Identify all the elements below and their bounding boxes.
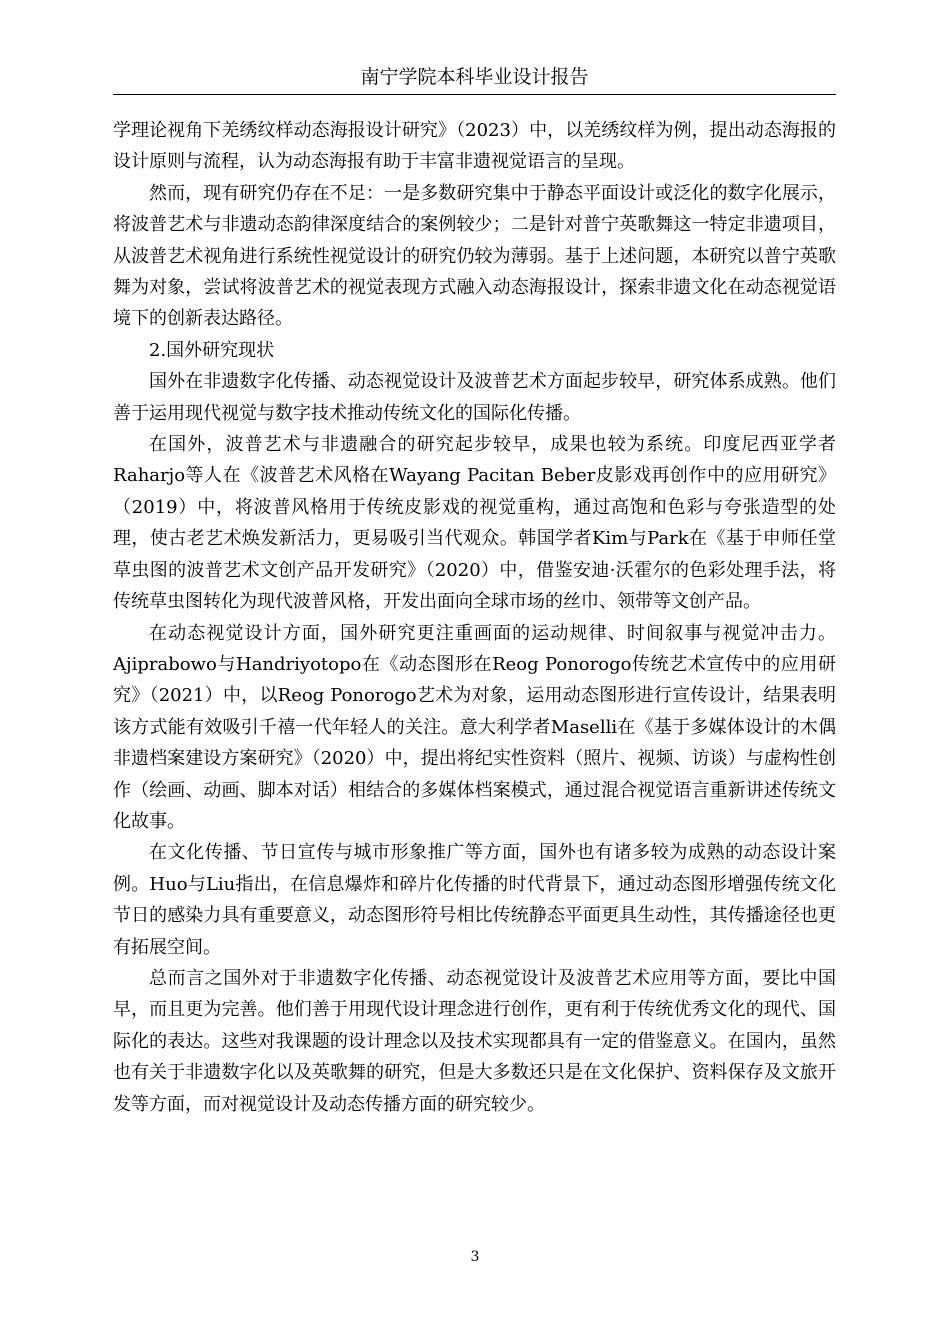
paragraph-continuation: 学理论视角下羌绣纹样动态海报设计研究》（2023）中，以羌绣纹样为例，提出动态海报的设计原则与流程，认为动态海报有助于丰富非遗视觉语言的呈现。	[113, 120, 836, 173]
paragraph: 在文化传播、节日宣传与城市形象推广等方面，国外也有诸多较为成熟的动态设计案例。Huo与Liu指出，在信息爆炸和碎片化传播的时代背景下，通过动态图形增强传统文化节日的感染力具有重要意义，动态图形符号相比传统静态平面更具生动性，其传播途径也更有拓展空间。	[113, 842, 836, 958]
paragraph: 总而言之国外对于非遗数字化传播、动态视觉设计及波普艺术应用等方面，要比中国早，而且更为完善。他们善于用现代设计理念进行创作，更有利于传统优秀文化的现代、国际化的表达。这些对我课题的设计理念以及技术实现都具有一定的借鉴意义。在国内，虽然也有关于非遗数字化以及英歌舞的研究，但是大多数还只是在文化保护、资料保存及文旅开发等方面，而对视觉设计及动态传播方面的研究较少。	[113, 967, 836, 1115]
paragraph: 在国外，波普艺术与非遗融合的研究起步较早，成果也较为系统。印度尼西亚学者Raharjo等人在《波普艺术风格在Wayang Pacitan Beber皮影戏再创作中的应用研究》（2019）中，将波普风格用于传统皮影戏的视觉重构，通过高饱和色彩与夸张造型的处理，使古老艺术焕发新活力，更易吸引当代观众。韩国学者Kim与Park在《基于申师任堂草虫图的波普艺术文创产品开发研究》（2020）中，借鉴安迪·沃霍尔的色彩处理手法，将传统草虫图转化为现代波普风格，开发出面向全球市场的丝巾、领带等文创产品。	[113, 434, 836, 613]
paragraph: 然而，现有研究仍存在不足：一是多数研究集中于静态平面设计或泛化的数字化展示，将波普艺术与非遗动态韵律深度结合的案例较少；二是针对普宁英歌舞这一特定非遗项目，从波普艺术视角进行系统性视觉设计的研究仍较为薄弱。基于上述问题，本研究以普宁英歌舞为对象，尝试将波普艺术的视觉表现方式融入动态海报设计，探索非遗文化在动态视觉语境下的创新表达路径。	[113, 182, 836, 330]
paragraph: 在动态视觉设计方面，国外研究更注重画面的运动规律、时间叙事与视觉冲击力。Ajiprabowo与Handriyotopo在《动态图形在Reog Ponorogo传统艺术宣传中的应用研究》（2021）中，以Reog Ponorogo艺术为对象，运用动态图形进行宣传设计，结果表明该方式能有效吸引千禧一代年轻人的关注。意大利学者Maselli在《基于多媒体设计的木偶非遗档案建设方案研究》（2020）中，提出将纪实性资料（照片、视频、访谈）与虚构性创作（绘画、动画、脚本对话）相结合的多媒体档案模式，通过混合视觉语言重新讲述传统文化故事。	[113, 622, 836, 832]
section-heading: 2.国外研究现状	[149, 339, 275, 361]
page-header: 南宁学院本科毕业设计报告	[113, 60, 836, 95]
page-number: 3	[470, 1249, 480, 1265]
body-text	[113, 115, 836, 1120]
paragraph: 国外在非遗数字化传播、动态视觉设计及波普艺术方面起步较早，研究体系成熟。他们善于运用现代视觉与数字技术推动传统文化的国际化传播。	[113, 371, 836, 424]
